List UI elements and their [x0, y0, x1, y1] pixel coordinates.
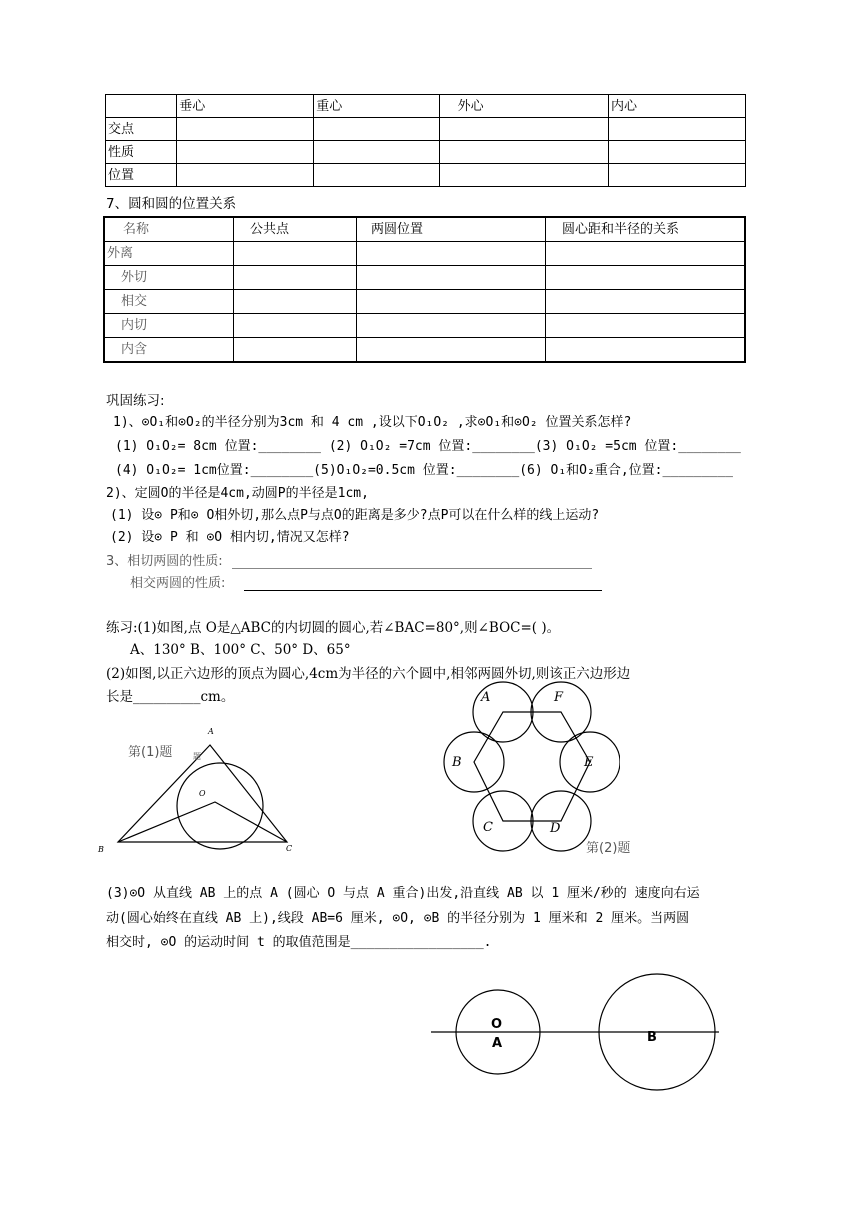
label-b: B [647, 1030, 657, 1045]
label-f: F [554, 690, 564, 705]
label-d: D [550, 821, 561, 836]
t2-header-1: 公共点 [234, 217, 357, 242]
exercise-3a: (3)⊙O 从直线 AB 上的点 A (圆心 O 与点 A 重合)出发,沿直线 AB 以 1 厘米/秒的 速度向右运 [106, 886, 700, 901]
moving-circle-figure [425, 965, 725, 1095]
practice-q1a: (1) O₁O₂= 8cm 位置:________ (2) O₁O₂ =7cm 位置:________(3) O₁O₂ =5cm 位置:________ [115, 439, 741, 454]
table-row [106, 118, 746, 141]
exercise-2b: 长是__________cm。 [106, 689, 235, 705]
t2-row-label: 内切 [104, 314, 234, 338]
t2-row-label: 外切 [104, 266, 234, 290]
table-row [106, 164, 746, 187]
table-row [104, 290, 745, 314]
section-7-title: 7、圆和圆的位置关系 [106, 196, 237, 212]
practice-q3: 3、相切两圆的性质: [106, 554, 223, 569]
label-c: C [483, 820, 493, 835]
exercise-1-options: A、130° B、100° C、50° D、65° [130, 642, 351, 658]
label-c: C [286, 844, 293, 853]
practice-q2: 2)、定圆O的半径是4cm,动圆P的半径是1cm, [106, 486, 369, 501]
t1-row-label: 性质 [106, 141, 177, 164]
t2-header-3: 圆心距和半径的关系 [546, 217, 746, 242]
t2-header-2: 两圆位置 [357, 217, 546, 242]
table-row [104, 242, 745, 266]
answer-line-1 [232, 568, 592, 569]
label-e: E [584, 755, 594, 770]
label-b: B [98, 845, 104, 854]
label-b: B [452, 755, 462, 770]
t2-header-0: 名称 [104, 217, 234, 242]
t1-header-1: 垂心 [177, 95, 314, 118]
practice-q1b: (4) O₁O₂= 1cm位置:________(5)O₁O₂=0.5cm 位置:________(6) O₁和O₂重合,位置:_________ [115, 463, 733, 478]
t1-header-4: 内心 [608, 95, 745, 118]
centers-table [105, 94, 746, 187]
exercise-1: 练习:(1)如图,点 O是△ABC的内切圆的圆心,若∠BAC=80°,则∠BOC=( )。 [106, 620, 561, 636]
t1-header-0 [106, 95, 177, 118]
label-o: O [199, 789, 206, 798]
hexagon-circles-figure [440, 675, 620, 865]
exercise-2a: (2)如图,以正六边形的顶点为圆心,4cm为半径的六个圆中,相邻两圆外切,则该正六边形边 [106, 666, 631, 682]
t2-row-label: 相交 [104, 290, 234, 314]
t2-row-label: 外离 [104, 242, 234, 266]
fig1-caption: 第(1)题 [128, 745, 173, 760]
answer-line-2 [244, 590, 602, 591]
angle-boc [118, 802, 287, 842]
t1-row-label: 交点 [106, 118, 177, 141]
t2-row-label: 内含 [104, 338, 234, 363]
table-row [106, 141, 746, 164]
triangle-incircle-figure [95, 720, 305, 860]
circle-relation-table [103, 216, 746, 363]
table-row [104, 338, 745, 363]
t1-header-2: 重心 [314, 95, 439, 118]
incircle [177, 763, 263, 849]
practice-q2a: (1) 设⊙ P和⊙ O相外切,那么点P与点O的距离是多少?点P可以在什么样的线上运动? [110, 508, 600, 523]
practice-title: 巩固练习: [106, 393, 165, 409]
fig1-small-label: 题 [193, 752, 201, 761]
exercise-3b: 动(圆心始终在直线 AB 上),线段 AB=6 厘米, ⊙O, ⊙B 的半径分别为 1 厘米和 2 厘米。当两圆 [106, 911, 690, 926]
table-row [104, 314, 745, 338]
practice-q2b: (2) 设⊙ P 和 ⊙O 相内切,情况又怎样? [110, 530, 350, 545]
practice-q3b: 相交两圆的性质: [130, 576, 226, 591]
practice-q1: 1)、⊙O₁和⊙O₂的半径分别为3cm 和 4 cm ,设以下O₁O₂ ,求⊙O₁和⊙O₂ 位置关系怎样? [113, 415, 632, 430]
exercise-3c: 相交时, ⊙O 的运动时间 t 的取值范围是_________________. [106, 935, 492, 950]
t1-header-3: 外心 [439, 95, 608, 118]
label-a: A [208, 727, 214, 736]
fig2-caption: 第(2)题 [586, 841, 631, 856]
t1-row-label: 位置 [106, 164, 177, 187]
table-row [104, 266, 745, 290]
label-a: A [492, 1036, 503, 1051]
label-a: A [481, 690, 491, 705]
label-o: O [491, 1017, 503, 1032]
hexagon [474, 712, 590, 821]
